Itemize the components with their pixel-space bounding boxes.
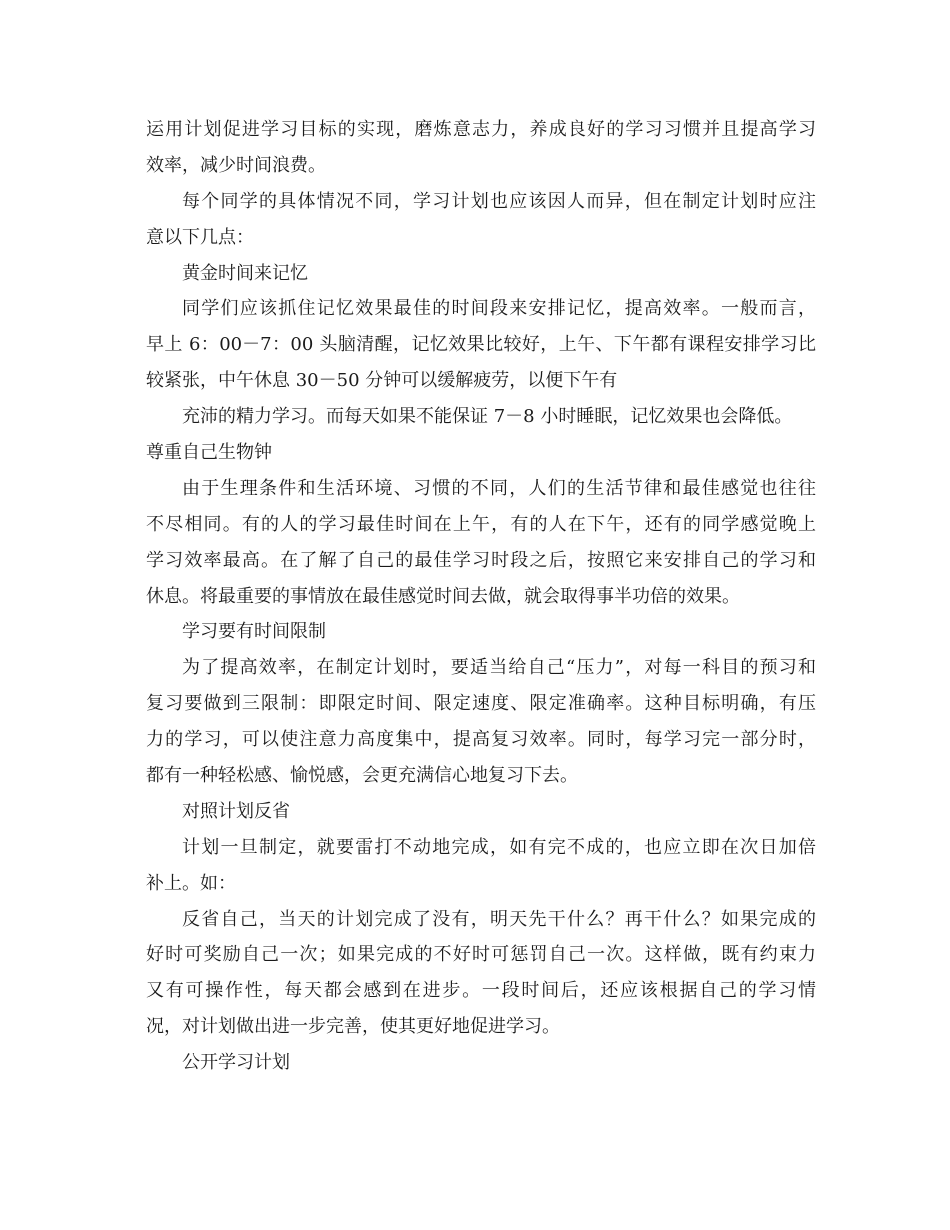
text-line: 早上 6：00－7：00 头脑清醒，记忆效果比较好，上午、下午都有课程安排学习比: [146, 334, 816, 356]
text-line: 不尽相同。有的人的学习最佳时间在上午，有的人在下午，还有的同学感觉晚上: [146, 513, 816, 535]
text-line: 学习要有时间限制: [182, 621, 326, 643]
text-line: 效率，减少时间浪费。: [146, 154, 326, 176]
text-line: 休息。将最重要的事情放在最佳感觉时间去做，就会取得事半功倍的效果。: [146, 585, 740, 607]
text-line: 都有一种轻松感、愉悦感，会更充满信心地复习下去。: [146, 765, 578, 787]
document-page: [146, 112, 816, 1081]
text-line: 对照计划反省: [182, 800, 290, 822]
text-line: 力的学习，可以使注意力高度集中，提高复习效率。同时，每学习完一部分时，: [146, 729, 816, 751]
text-line: 尊重自己生物钟: [146, 442, 272, 464]
text-line: 每个同学的具体情况不同，学习计划也应该因人而异，但在制定计划时应注: [182, 190, 816, 212]
text-line: 计划一旦制定，就要雷打不动地完成，如有完不成的，也应立即在次日加倍: [182, 836, 816, 858]
text-line: 公开学习计划: [182, 1052, 290, 1074]
text-line: 复习要做到三限制：即限定时间、限定速度、限定准确率。这种目标明确，有压: [146, 693, 816, 715]
text-line: 充沛的精力学习。而每天如果不能保证 7－8 小时睡眠，记忆效果也会降低。: [182, 406, 793, 428]
text-line: 运用计划促进学习目标的实现，磨炼意志力，养成良好的学习习惯并且提高学习: [146, 119, 816, 140]
text-line: 较紧张，中午休息 30－50 分钟可以缓解疲劳，以便下午有: [146, 370, 618, 392]
text-line: 补上。如：: [146, 872, 236, 894]
text-line: 反省自己，当天的计划完成了没有，明天先干什么？再干什么？如果完成的: [182, 908, 816, 930]
text-line: 意以下几点：: [146, 226, 254, 248]
text-line: 同学们应该抓住记忆效果最佳的时间段来安排记忆，提高效率。一般而言，: [182, 298, 816, 320]
text-line: 又有可操作性，每天都会感到在进步。一段时间后，还应该根据自己的学习情: [146, 980, 816, 1002]
text-line: 黄金时间来记忆: [182, 262, 308, 284]
text-line: 好时可奖励自己一次；如果完成的不好时可惩罚自己一次。这样做，既有约束力: [146, 944, 816, 966]
text-line: 由于生理条件和生活环境、习惯的不同，人们的生活节律和最佳感觉也往往: [182, 477, 816, 499]
text-line: 学习效率最高。在了解了自己的最佳学习时段之后，按照它来安排自己的学习和: [146, 549, 816, 571]
text-line: 况，对计划做出进一步完善，使其更好地促进学习。: [146, 1016, 560, 1038]
text-line: 为了提高效率，在制定计划时，要适当给自己“压力”，对每一科目的预习和: [182, 657, 816, 679]
